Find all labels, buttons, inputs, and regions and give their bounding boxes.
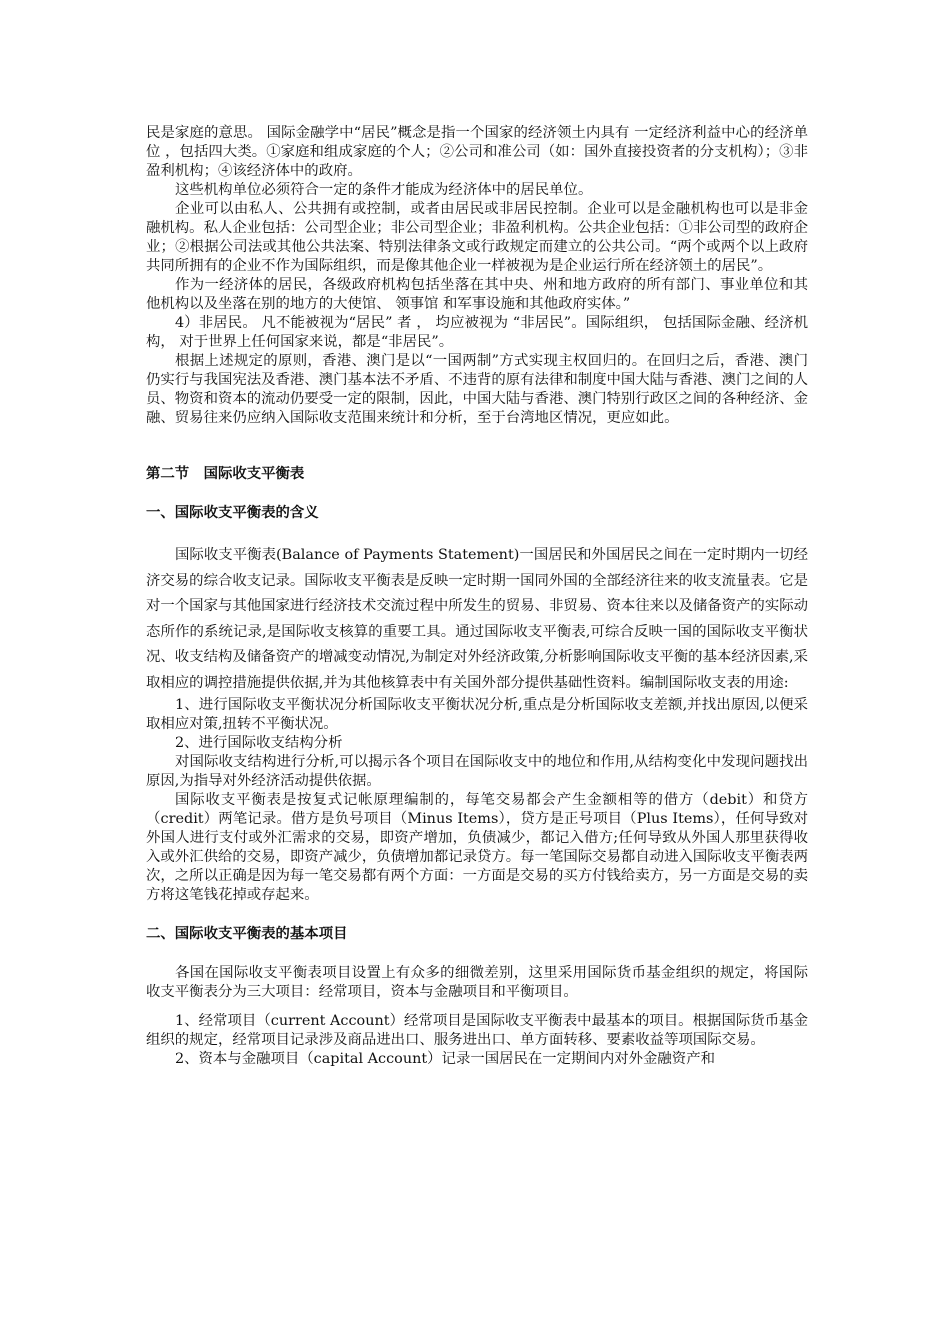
paragraph: 2、资本与金融项目（capital Account）记录一国居民在一定期间内对外金融资产和: [175, 1051, 715, 1067]
heading-basic-items: 二、国际收支平衡表的基本项目: [146, 926, 348, 942]
paragraph: 1、经常项目（current Account）经常项目是国际收支平衡表中最基本的项目。根据国际货币基金组织的规定，经常项目记录涉及商品进出口、服务进出口、单方面转移、要素收益等项国际交易。: [146, 1013, 808, 1048]
heading-meaning: 一、国际收支平衡表的含义: [146, 505, 319, 521]
paragraph: 作为一经济体的居民，各级政府机构包括坐落在其中央、州和地方政府的所有部门、事业单位和其他机构以及坐落在别的地方的大使馆、 领事馆 和军事设施和其他政府实体。”: [146, 277, 808, 312]
paragraph: 2、进行国际收支结构分析: [175, 735, 343, 751]
paragraph: 4）非居民。 凡不能被视为“居民” 者 ， 均应被视为 “非居民”。国际组织， 包括国际金融、经济机构， 对于世界上任何国家来说，都是“非居民”。: [146, 315, 808, 350]
paragraph: 国际收支平衡表是按复式记帐原理编制的，每笔交易都会产生金额相等的借方（debit）和贷方（credit）两笔记录。借方是负号项目（Minus Items），贷方是正号项目（Plus Items），任何导致对外国人进行支付或外汇需求的交易，即资产增加，负债减少，都记入借方;任何导致从外国人那里获得收入或外汇供给的交易，即资产减少，负债增加都记录贷方。每一笔国际交易都自动进入国际收支平衡表两次，之所以正确是因为每一笔交易都有两个方面：一方面是交易的买方付钱给卖方，另一方面是交易的卖方将这笔钱花掉或存起来。: [146, 792, 808, 903]
paragraph: 民是家庭的意思。 国际金融学中“居民”概念是指一个国家的经济领土内具有 一定经济利益中心的经济单位 ，包括四大类。①家庭和组成家庭的个人；②公司和准公司（如：国外直接投资者的分支机构）；③非盈利机构；④该经济体中的政府。: [146, 125, 808, 179]
paragraph: 各国在国际收支平衡表项目设置上有众多的细微差别，这里采用国际货币基金组织的规定，将国际收支平衡表分为三大项目：经常项目，资本与金融项目和平衡项目。: [146, 965, 808, 1000]
paragraph: 这些机构单位必须符合一定的条件才能成为经济体中的居民单位。: [175, 182, 593, 198]
document-page: [146, 124, 808, 1069]
paragraph: 对国际收支结构进行分析,可以揭示各个项目在国际收支中的地位和作用,从结构变化中发现问题找出原因,为指导对外经济活动提供依据。: [146, 754, 808, 789]
paragraph: 根据上述规定的原则，香港、澳门是以“一国两制”方式实现主权回归的。在回归之后，香港、澳门仍实行与我国宪法及香港、澳门基本法不矛盾、不违背的原有法律和制度中国大陆与香港、澳门之间的人员、物资和资本的流动仍要受一定的限制，因此，中国大陆与香港、澳门特别行政区之间的各种经济、金融、贸易往来仍应纳入国际收支范围来统计和分析，至于台湾地区情况，更应如此。: [146, 353, 808, 426]
paragraph: 1、进行国际收支平衡状况分析国际收支平衡状况分析,重点是分析国际收支差额,并找出原因,以便采取相应对策,扭转不平衡状况。: [146, 697, 808, 732]
section-title: 第二节 国际收支平衡表: [146, 466, 305, 482]
paragraph: 企业可以由私人、公共拥有或控制，或者由居民或非居民控制。企业可以是金融机构也可以是非金融机构。私人企业包括：公司型企业；非公司型企业；非盈利机构。公共企业包括：①非公司型的政府企业；②根据公司法或其他公共法案、特别法律条文或行政规定而建立的公共公司。“两个或两个以上政府共同所拥有的企业不作为国际组织，而是像其他企业一样被视为是企业运行所在经济领土的居民”。: [146, 201, 808, 274]
paragraph: 国际收支平衡表(Balance of Payments Statement)一国居民和外国居民之间在一定时期内一切经济交易的综合收支记录。国际收支平衡表是反映一定时期一国同外国的全部经济往来的收支流量表。它是对一个国家与其他国家进行经济技术交流过程中所发生的贸易、非贸易、资本往来以及储备资产的实际动态所作的系统记录,是国际收支核算的重要工具。通过国际收支平衡表,可综合反映一国的国际收支平衡状况、收支结构及储备资产的增减变动情况,为制定对外经济政策,分析影响国际收支平衡的基本经济因素,采取相应的调控措施提供依据,并为其他核算表中有关国外部分提供基础性资料。编制国际收支表的用途:: [146, 547, 808, 691]
